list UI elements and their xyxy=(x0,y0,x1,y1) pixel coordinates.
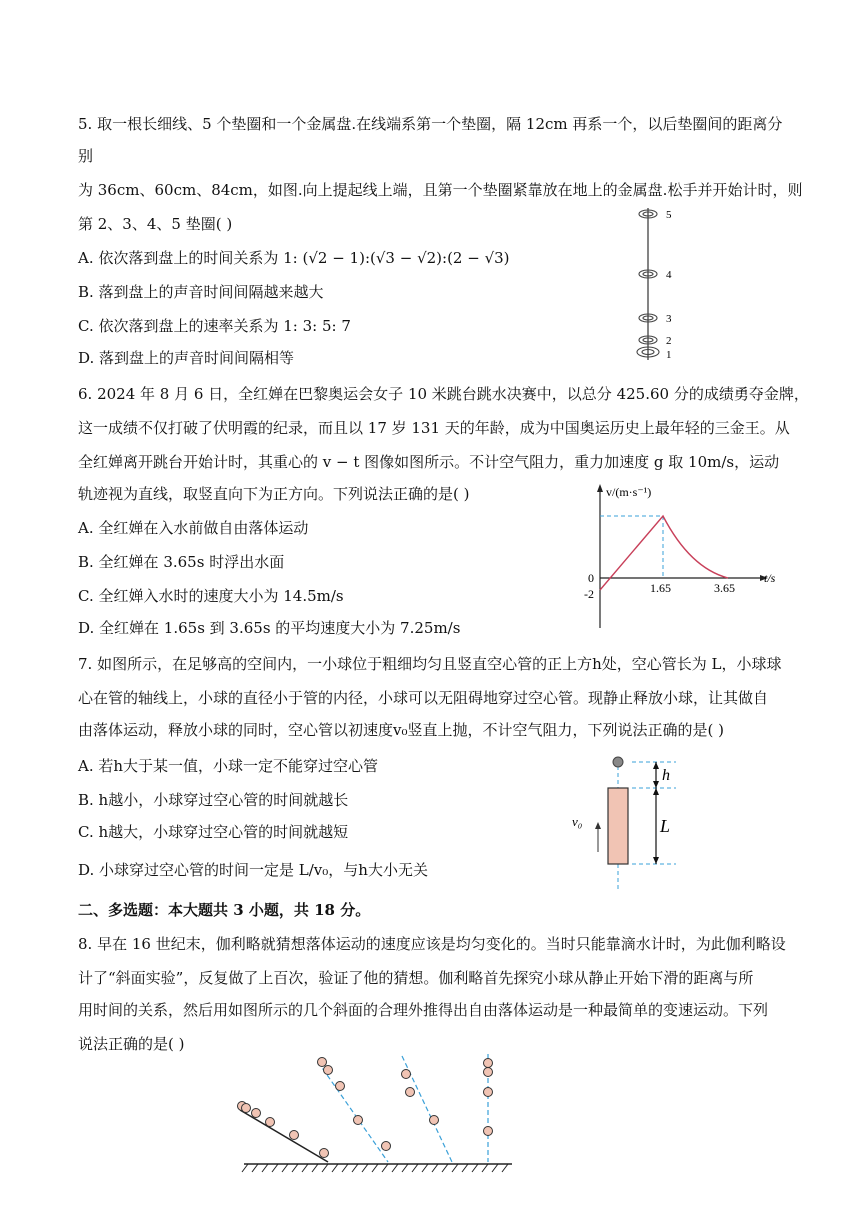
q8-stem-line-1: 8. 早在 16 世纪末，伽利略就猜想落体运动的速度应该是均匀变化的。当时只能靠滴水计时，为此伽利略设 xyxy=(78,935,786,953)
q7-option-b: B. h越小，小球穿过空心管的时间就越长 xyxy=(78,791,349,809)
graph-x-tick-1: 1.65 xyxy=(650,581,671,595)
graph-y-tick: -2 xyxy=(584,587,594,601)
q6-stem-line-4: 轨迹视为直线，取竖直向下为正方向。下列说法正确的是( ) xyxy=(78,485,470,503)
q8-stem-line-4: 说法正确的是( ) xyxy=(78,1035,185,1053)
label-h: h xyxy=(662,767,670,784)
q6-stem-line-3: 全红婵离开跳台开始计时，其重心的 v − t 图像如图所示。不计空气阻力，重力加速度 g 取 10m/s，运动 xyxy=(78,453,780,471)
graph-y-label: v/(m·s⁻¹) xyxy=(606,485,652,499)
q5-stem-line-2: 别 xyxy=(78,147,94,165)
q5-stem-line-1: 5. 取一根长细线、5 个垫圈和一个金属盘.在线端系第一个垫圈，隔 12cm 再系一个，以后垫圈间的距离分 xyxy=(78,115,783,133)
q7-option-d: D. 小球穿过空心管的时间一定是 L/v₀，与h大小无关 xyxy=(78,861,428,879)
q7-option-a: A. 若h大于某一值，小球一定不能穿过空心管 xyxy=(78,757,379,775)
q6-option-c: C. 全红婵入水时的速度大小为 14.5m/s xyxy=(78,587,344,605)
q5-stem-line-3: 为 36cm、60cm、84cm，如图.向上提起线上端，且第一个垫圈紧靠放在地上的金属盘.松手并开始计时，则 xyxy=(78,181,803,199)
q7-stem-line-3: 由落体运动，释放小球的同时，空心管以初速度v₀竖直上抛，不计空气阻力，下列说法正确的是( ) xyxy=(78,721,724,739)
q5-option-b: B. 落到盘上的声音时间间隔越来越大 xyxy=(78,283,324,301)
washer-label-1: 1 xyxy=(666,349,672,361)
q6-option-d: D. 全红婵在 1.65s 到 3.65s 的平均速度大小为 7.25m/s xyxy=(78,619,461,637)
q5-option-d: D. 落到盘上的声音时间间隔相等 xyxy=(78,349,295,367)
q8-stem-line-2: 计了“斜面实验”，反复做了上百次，验证了他的猜想。伽利略首先探究小球从静止开始下滑的距离与所 xyxy=(78,969,754,987)
q6-option-a: A. 全红婵在入水前做自由落体运动 xyxy=(78,519,309,537)
q7-stem-line-2: 心在管的轴线上，小球的直径小于管的内径，小球可以无阻碍地穿过空心管。现静止释放小球，让其做自 xyxy=(78,689,769,707)
washer-label-4: 4 xyxy=(666,269,672,281)
section-2-heading: 二、多选题：本大题共 3 小题，共 18 分。 xyxy=(78,901,371,919)
washer-label-5: 5 xyxy=(666,209,672,221)
washer-label-2: 2 xyxy=(666,335,672,347)
graph-x-label: t/s xyxy=(764,571,776,585)
q8-stem-line-3: 用时间的关系，然后用如图所示的几个斜面的合理外推得出自由落体运动是一种最简单的变速运动。下列 xyxy=(78,1001,769,1019)
q7-tube-figure xyxy=(568,752,688,897)
q5-option-a: A. 依次落到盘上的时间关系为 1: (√2 − 1):(√3 − √2):(2 − √3) xyxy=(78,249,510,267)
q6-stem-line-2: 这一成绩不仅打破了伏明霞的纪录，而且以 17 岁 131 天的年龄，成为中国奥运历史上最年轻的三金王。从 xyxy=(78,419,790,437)
q6-option-b: B. 全红婵在 3.65s 时浮出水面 xyxy=(78,553,285,571)
q6-vt-graph xyxy=(578,478,778,634)
graph-origin-label: 0 xyxy=(588,571,594,585)
q7-option-c: C. h越大，小球穿过空心管的时间就越短 xyxy=(78,823,349,841)
q6-stem-line-1: 6. 2024 年 8 月 6 日，全红婵在巴黎奥运会女子 10 米跳台跳水决赛中，以总分 425.60 分的成绩勇夺金牌， xyxy=(78,385,809,403)
ball-icon xyxy=(613,757,623,767)
graph-x-tick-2: 3.65 xyxy=(714,581,735,595)
label-L: L xyxy=(660,816,671,836)
q5-washers-figure xyxy=(628,200,688,365)
q8-inclined-planes-figure xyxy=(236,1050,526,1180)
label-v0: v₀ xyxy=(572,814,583,829)
q7-stem-line-1: 7. 如图所示，在足够高的空间内，一小球位于粗细均匀且竖直空心管的正上方h处，空心管长为 L，小球球 xyxy=(78,655,782,673)
washer-label-3: 3 xyxy=(666,313,672,325)
q5-option-c: C. 依次落到盘上的速率关系为 1: 3: 5: 7 xyxy=(78,317,351,335)
hollow-tube xyxy=(608,788,628,864)
q5-stem-line-4: 第 2、3、4、5 垫圈( ) xyxy=(78,215,233,233)
